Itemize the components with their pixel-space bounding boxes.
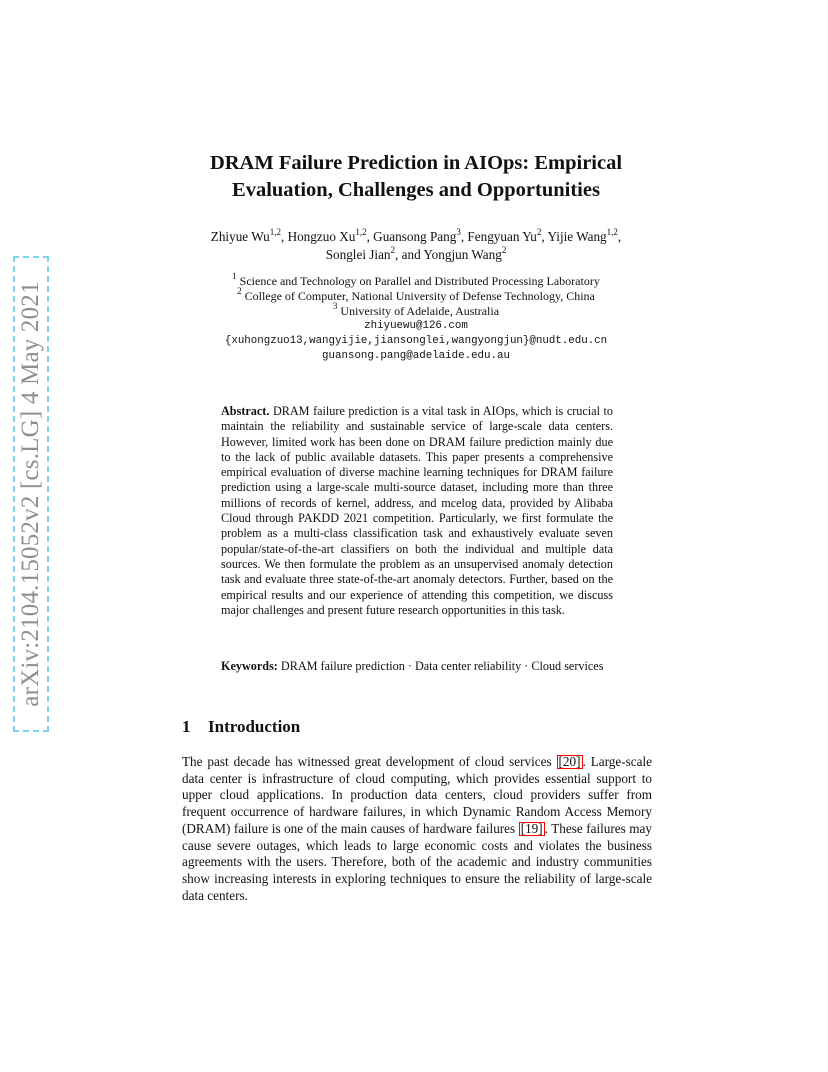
email-address[interactable]: guansong.pang@adelaide.edu.au xyxy=(322,350,510,362)
author-separator: , xyxy=(617,229,622,244)
author-separator: , xyxy=(541,229,548,244)
affiliation-text: Science and Technology on Parallel and Distributed Processing Laboratory xyxy=(239,274,600,288)
author-separator: , xyxy=(280,229,288,244)
abstract-label: Abstract. xyxy=(221,404,270,418)
author-affiliation-marker: 1,2 xyxy=(355,226,367,237)
introduction-paragraph xyxy=(182,754,652,904)
keywords-text: DRAM failure prediction · Data center reliability · Cloud services xyxy=(280,659,604,673)
affiliations-block xyxy=(150,271,682,364)
affiliation-line xyxy=(150,301,682,319)
author-separator: , xyxy=(366,229,374,244)
email-address[interactable]: zhiyuewu@126.com xyxy=(364,320,468,332)
abstract-text: DRAM failure prediction is a vital task in AIOps, which is crucial to maintain the reliability and sustainable service of large-scale data centers. However, limited work has been done on DRAM failure prediction mainly due to the lack of public available datasets. This paper presents a comprehensive empirical evaluation of diverse machine learning techniques for DRAM failure prediction using a large-scale multi-source dataset, including more than three millions of records of kernel, address, and mcelog data, provided by Alibaba Cloud through PAKDD 2021 competition. Particularly, we first formulate the problem as a multi-class classification task and exhaustively evaluate seven popular/state-of-the-art classifiers on both the individual and multiple data sources. We then formulate the problem as an unsupervised anomaly detection task and evaluate three state-of-the-art anomaly detectors. Further, based on the empirical results and our experience of attending this competition, we discuss major challenges and present future research opportunities in this task. xyxy=(221,404,613,617)
keywords-label: Keywords: xyxy=(221,659,278,673)
affiliation-line xyxy=(150,286,682,304)
author-separator: , and xyxy=(395,247,424,262)
intro-text: The past decade has witnessed great development of cloud services xyxy=(182,754,557,769)
author-name: Songlei Jian xyxy=(325,247,391,262)
author-name: Yijie Wang xyxy=(547,229,607,244)
author-affiliation-marker: 2 xyxy=(390,244,396,255)
paper-title-line-1: DRAM Failure Prediction in AIOps: Empirical xyxy=(209,152,623,174)
citation-link[interactable]: [20] xyxy=(558,754,581,769)
author-separator: , xyxy=(460,229,468,244)
affiliation-marker: 1 xyxy=(232,271,237,281)
abstract-paragraph xyxy=(221,404,613,618)
section-heading xyxy=(182,716,652,738)
section-title: Introduction xyxy=(208,717,301,736)
author-name: Guansong Pang xyxy=(373,229,457,244)
section-number: 1 xyxy=(182,717,191,736)
affiliation-line xyxy=(150,271,682,289)
email-address[interactable]: {xuhongzuo13,wangyijie,jiansonglei,wangyongjun}@nudt.edu.cn xyxy=(224,335,608,347)
arxiv-identifier-stamp[interactable] xyxy=(13,256,49,732)
author-affiliation-marker: 2 xyxy=(536,226,542,237)
arxiv-identifier-text: arXiv:2104.15052v2 [cs.LG] 4 May 2021 xyxy=(17,281,44,707)
author-affiliation-marker: 1,2 xyxy=(606,226,618,237)
citation-link[interactable]: [19] xyxy=(520,820,543,836)
author-name: Hongzuo Xu xyxy=(287,229,356,244)
author-list xyxy=(150,228,682,264)
intro-text: . These failures may cause severe outages, which leads to large economic costs and violates the business agreements with the users. Therefore, both of the academic and industry communities show increasing interests in exploring techniques to ensure the reliability of large-scale data centers. xyxy=(182,820,652,903)
intro-text: . Large-scale data center is infrastructure of cloud computing, which provides essential support to upper cloud applications. In production data centers, cloud providers suffer from frequent occurrence of hardware failures, in which Dynamic Random Access Memory (DRAM) failure is one of the main causes of hardware failures xyxy=(182,754,652,836)
affiliation-text: College of Computer, National University of Defense Technology, China xyxy=(244,289,595,303)
affiliation-text: University of Adelaide, Australia xyxy=(340,304,500,318)
author-affiliation-marker: 2 xyxy=(501,244,507,255)
paper-title xyxy=(150,150,682,204)
affiliation-marker: 3 xyxy=(332,301,338,311)
author-affiliation-marker: 1,2 xyxy=(269,226,281,237)
author-name: Zhiyue Wu xyxy=(210,229,270,244)
affiliation-marker: 2 xyxy=(237,286,242,296)
author-name: Fengyuan Yu xyxy=(467,229,537,244)
keywords-paragraph xyxy=(221,659,613,674)
paper-title-line-2: Evaluation, Challenges and Opportunities xyxy=(232,179,600,201)
author-name: Yongjun Wang xyxy=(423,247,502,262)
author-affiliation-marker: 3 xyxy=(456,226,461,237)
